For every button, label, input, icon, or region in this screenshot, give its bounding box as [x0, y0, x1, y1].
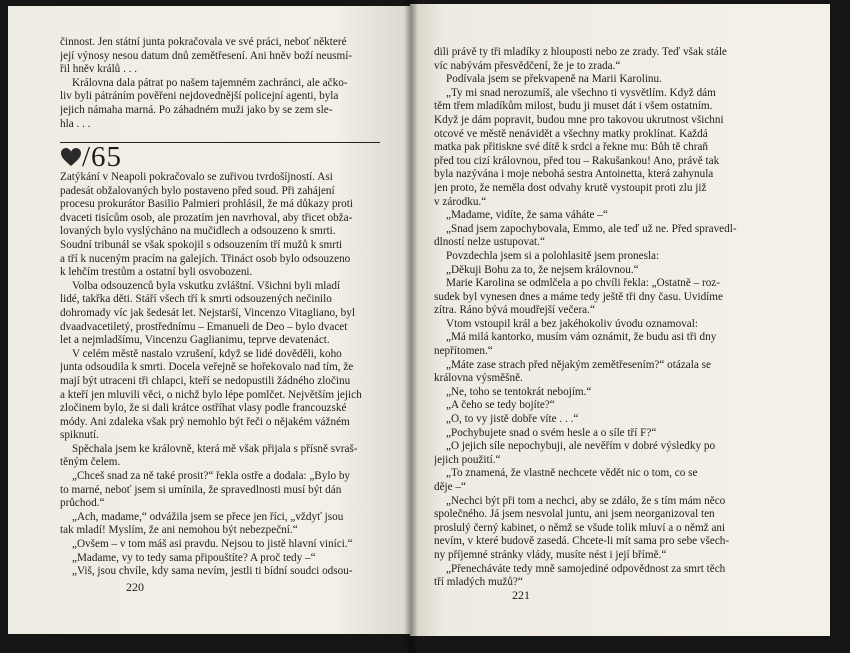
- left-top-text: [60, 36, 380, 131]
- text-line: hla . . .: [60, 117, 91, 130]
- text-line: „Ach, madame,“ odvážila jsem se přece jen říci, „vždyť jsou: [72, 510, 344, 523]
- left-page: [8, 6, 414, 634]
- heart-icon: [60, 147, 82, 167]
- text-line: královna výsměšně.: [434, 372, 523, 385]
- text-line: byla nazývána i moje nebohá sestra Antoinetta, která zahynula: [434, 168, 714, 181]
- text-line: těným čelem.: [60, 456, 121, 469]
- text-line: „Ne, toho se tentokrát nebojím.“: [446, 385, 592, 398]
- text-line: víc nabývám přesvědčení, že je to zrada.“: [434, 59, 621, 72]
- text-line: módy. Ani zdaleka však prý nemohlo být řeči o nějakém vážném: [60, 415, 350, 428]
- text-line: společného. Já jsem nesvolal juntu, ani jsem neorganizoval ten: [434, 508, 715, 521]
- text-line: Marie Karolina se odmlčela a po chvíli řekla: „Ostatně – roz-: [446, 277, 720, 290]
- text-line: procesu prokurátor Basilio Palmieri prohlásil, že má důkazy proti: [60, 198, 353, 211]
- text-line: „Madame, vidíte, že sama váháte –“: [446, 209, 608, 222]
- text-line: matka pak přitiskne své dítě k srdci a řekne mu: Bůh tě chraň: [434, 141, 709, 154]
- text-line: „Pochybujete snad o svém hesle a o síle tří F?“: [446, 426, 657, 439]
- text-line: V celém městě nastalo vzrušení, když se lidé dověděli, koho: [72, 347, 342, 360]
- text-line: otcové ve městě nenávidět a všechny matky proklínat. Každá: [434, 127, 708, 140]
- text-line: tak mladí! Myslím, že ani nemohou být nebezpeční.“: [60, 524, 298, 537]
- page-number-left: 220: [126, 580, 144, 594]
- text-line: „Máte zase strach před nějakým zemětřesením?“ otázala se: [446, 358, 711, 371]
- text-line: let a nejmladšímu, Vincenzu Gaglianimu, teprve devatenáct.: [60, 334, 330, 347]
- text-line: nevím, v které budově zasedá. Chcete-li mít sama pro sebe všech-: [434, 535, 730, 548]
- text-line: Povzdechla jsem si a polohlasitě jsem pronesla:: [446, 249, 660, 262]
- text-line: Spěchala jsem ke královně, která mě však přijala s přísně svraš-: [72, 442, 358, 455]
- text-line: „Nechci být při tom a nechci, aby se zdálo, že s tím mám něco: [446, 494, 726, 507]
- text-line: „Ovšem – v tom máš asi pravdu. Nejsou to jistě hlavní viníci.“: [72, 538, 353, 551]
- text-line: „Přenecháváte tedy mně samojediné odpovědnost za smrt těch: [446, 562, 726, 575]
- text-line: „Děkuji Bohu za to, že nejsem královnou.“: [446, 263, 639, 276]
- text-line: dohromady víc jak šedesát let. Nejstarší, Vincenzo Vitagliano, byl: [60, 306, 355, 319]
- text-line: dili právě ty tři mladíky z hlouposti nebo ze zrady. Teď však stále: [434, 46, 727, 58]
- text-line: Zatýkání v Neapoli pokračovalo se zuřivou tvrdošíjností. Asi: [60, 171, 333, 183]
- text-line: „Snad jsem zapochybovala, Emmo, ale teď už ne. Před spravedl-: [446, 222, 737, 235]
- text-line: tří mladých mužů?“: [434, 576, 523, 589]
- page-number-right: 221: [512, 588, 530, 602]
- chapter-number: /65: [82, 141, 123, 173]
- text-line: Podívala jsem se překvapeně na Marii Karolinu.: [446, 73, 662, 86]
- text-line: spiknutí.: [60, 429, 99, 442]
- text-line: dvaceti tisícům osob, ale prozatím jen navrhoval, aby třicet obža-: [60, 211, 353, 224]
- text-line: junta odsoudila k smrti. Docela veřejně se hořekovalo nad tím, že: [60, 361, 354, 374]
- text-line: mají být utraceni tři chlapci, kteří se nedopustili žádného zločinu: [60, 374, 351, 387]
- text-line: průchod.“: [60, 497, 105, 510]
- text-line: „Ó, to vy jistě dobře víte . . .“: [446, 413, 579, 426]
- text-line: jejich námaha marná. Po záhadném muži jako by se zem sle-: [60, 103, 333, 116]
- text-line: zítra. Ráno bývá moudřejší večera.“: [434, 304, 595, 317]
- text-line: dlností nelze ustupovat.“: [434, 236, 545, 249]
- text-line: těm třem mladíkům milost, budu ji muset dát i všem ostatním.: [434, 100, 713, 113]
- text-line: ny příjemné stránky vlády, musíte nést i její břímě.“: [434, 548, 667, 561]
- text-line: sudek byl vynesen dnes a máme tedy ještě tři dny času. Uvidíme: [434, 290, 723, 303]
- text-line: „Viš, jsou chvíle, kdy sama nevím, jestli ti bídní soudci odsou-: [72, 565, 353, 578]
- text-line: proslulý černý kabinet, o němž se všude tolik mluví a o němž ani: [434, 521, 726, 534]
- text-line: v zárodku.“: [434, 195, 487, 208]
- text-line: Volba odsouzenců byla vskutku zvláštní. Všichni byli mladí: [72, 279, 341, 292]
- text-line: jen proto, že neměla dost odvahy krutě vystoupit proti zlu již: [434, 181, 707, 194]
- text-line: padesát obžalovaných bylo postaveno před soud. Při zahájení: [60, 184, 335, 197]
- text-line: Vtom vstoupil král a bez jakéhokoliv úvodu oznamoval:: [446, 317, 698, 330]
- text-line: nepřítomen.“: [434, 345, 493, 358]
- right-main-text: [434, 46, 764, 590]
- text-line: k lehčím trestům a ostatní byli osvobozeni.: [60, 266, 253, 279]
- text-line: její výnosy nesou datum dnů zemětřesení. Ani hněv boží neusmí-: [60, 49, 353, 62]
- right-page: [410, 4, 830, 636]
- text-line: lovaných bylo vyslýcháno na mučidlech a odsouzeno k smrti.: [60, 225, 336, 238]
- text-line: děje –“: [434, 481, 466, 493]
- text-line: před tou cizí královnou, před tou – Rakušankou! Ano, právě tak: [434, 154, 720, 167]
- text-line: liv byli pátráním pověřeni nejdovednější policejní agenti, byla: [60, 90, 339, 103]
- text-line: „A čeho se tedy bojíte?“: [446, 399, 555, 412]
- text-line: a tří k nuceným pracím na galejích. Třináct osob bylo odsouzeno: [60, 252, 351, 265]
- text-line: a kteří jen mluvili věci, o nichž bylo lépe pomlčet. Největším jejich: [60, 388, 362, 401]
- text-line: Když je dám popravit, budou mne pro takovou ukrutnost všichni: [434, 113, 724, 126]
- book-gutter: [404, 0, 418, 653]
- text-line: „O jejich síle nepochybuji, ale nevěřím v dobré výsledky po: [446, 440, 716, 453]
- text-line: „Má milá kantorko, musím vám oznámit, že budu asi tři dny: [446, 331, 717, 344]
- left-main-text: [60, 171, 380, 579]
- text-line: jejich použití.“: [434, 453, 501, 466]
- text-line: „Madame, vy to tedy sama připouštíte? A proč tedy –“: [72, 551, 316, 564]
- text-line: „To znamená, že vlastně nechcete vědět nic o tom, co se: [446, 467, 698, 480]
- text-line: zločinem bylo, že si dali krátce ostříhat vlasy podle francouzské: [60, 402, 347, 415]
- text-line: lidé, takřka děti. Stáří všech tří k smrti odsouzených nečinilo: [60, 293, 332, 306]
- text-line: „Ty mi snad nerozumíš, ale všechno ti vysvětlím. Když dám: [446, 86, 716, 99]
- text-line: Královna dala pátrat po našem tajemném zachránci, ale ačko-: [72, 76, 348, 89]
- text-line: „Chceš snad za ně také prosit?“ řekla ostře a dodala: „Bylo by: [72, 470, 351, 483]
- text-line: činnost. Jen státní junta pokračovala ve své práci, neboť některé: [60, 36, 347, 48]
- text-line: to marné, neboť jsem si umínila, že spravedlnosti musí být dán: [60, 483, 342, 496]
- text-line: řil hněv králů . . .: [60, 63, 138, 76]
- text-line: Soudní tribunál se však spokojil s odsouzením tří mužů k smrti: [60, 238, 343, 251]
- text-line: dvaadvacetiletý, prostřednímu – Emanueli de Deo – bylo dvacet: [60, 320, 348, 333]
